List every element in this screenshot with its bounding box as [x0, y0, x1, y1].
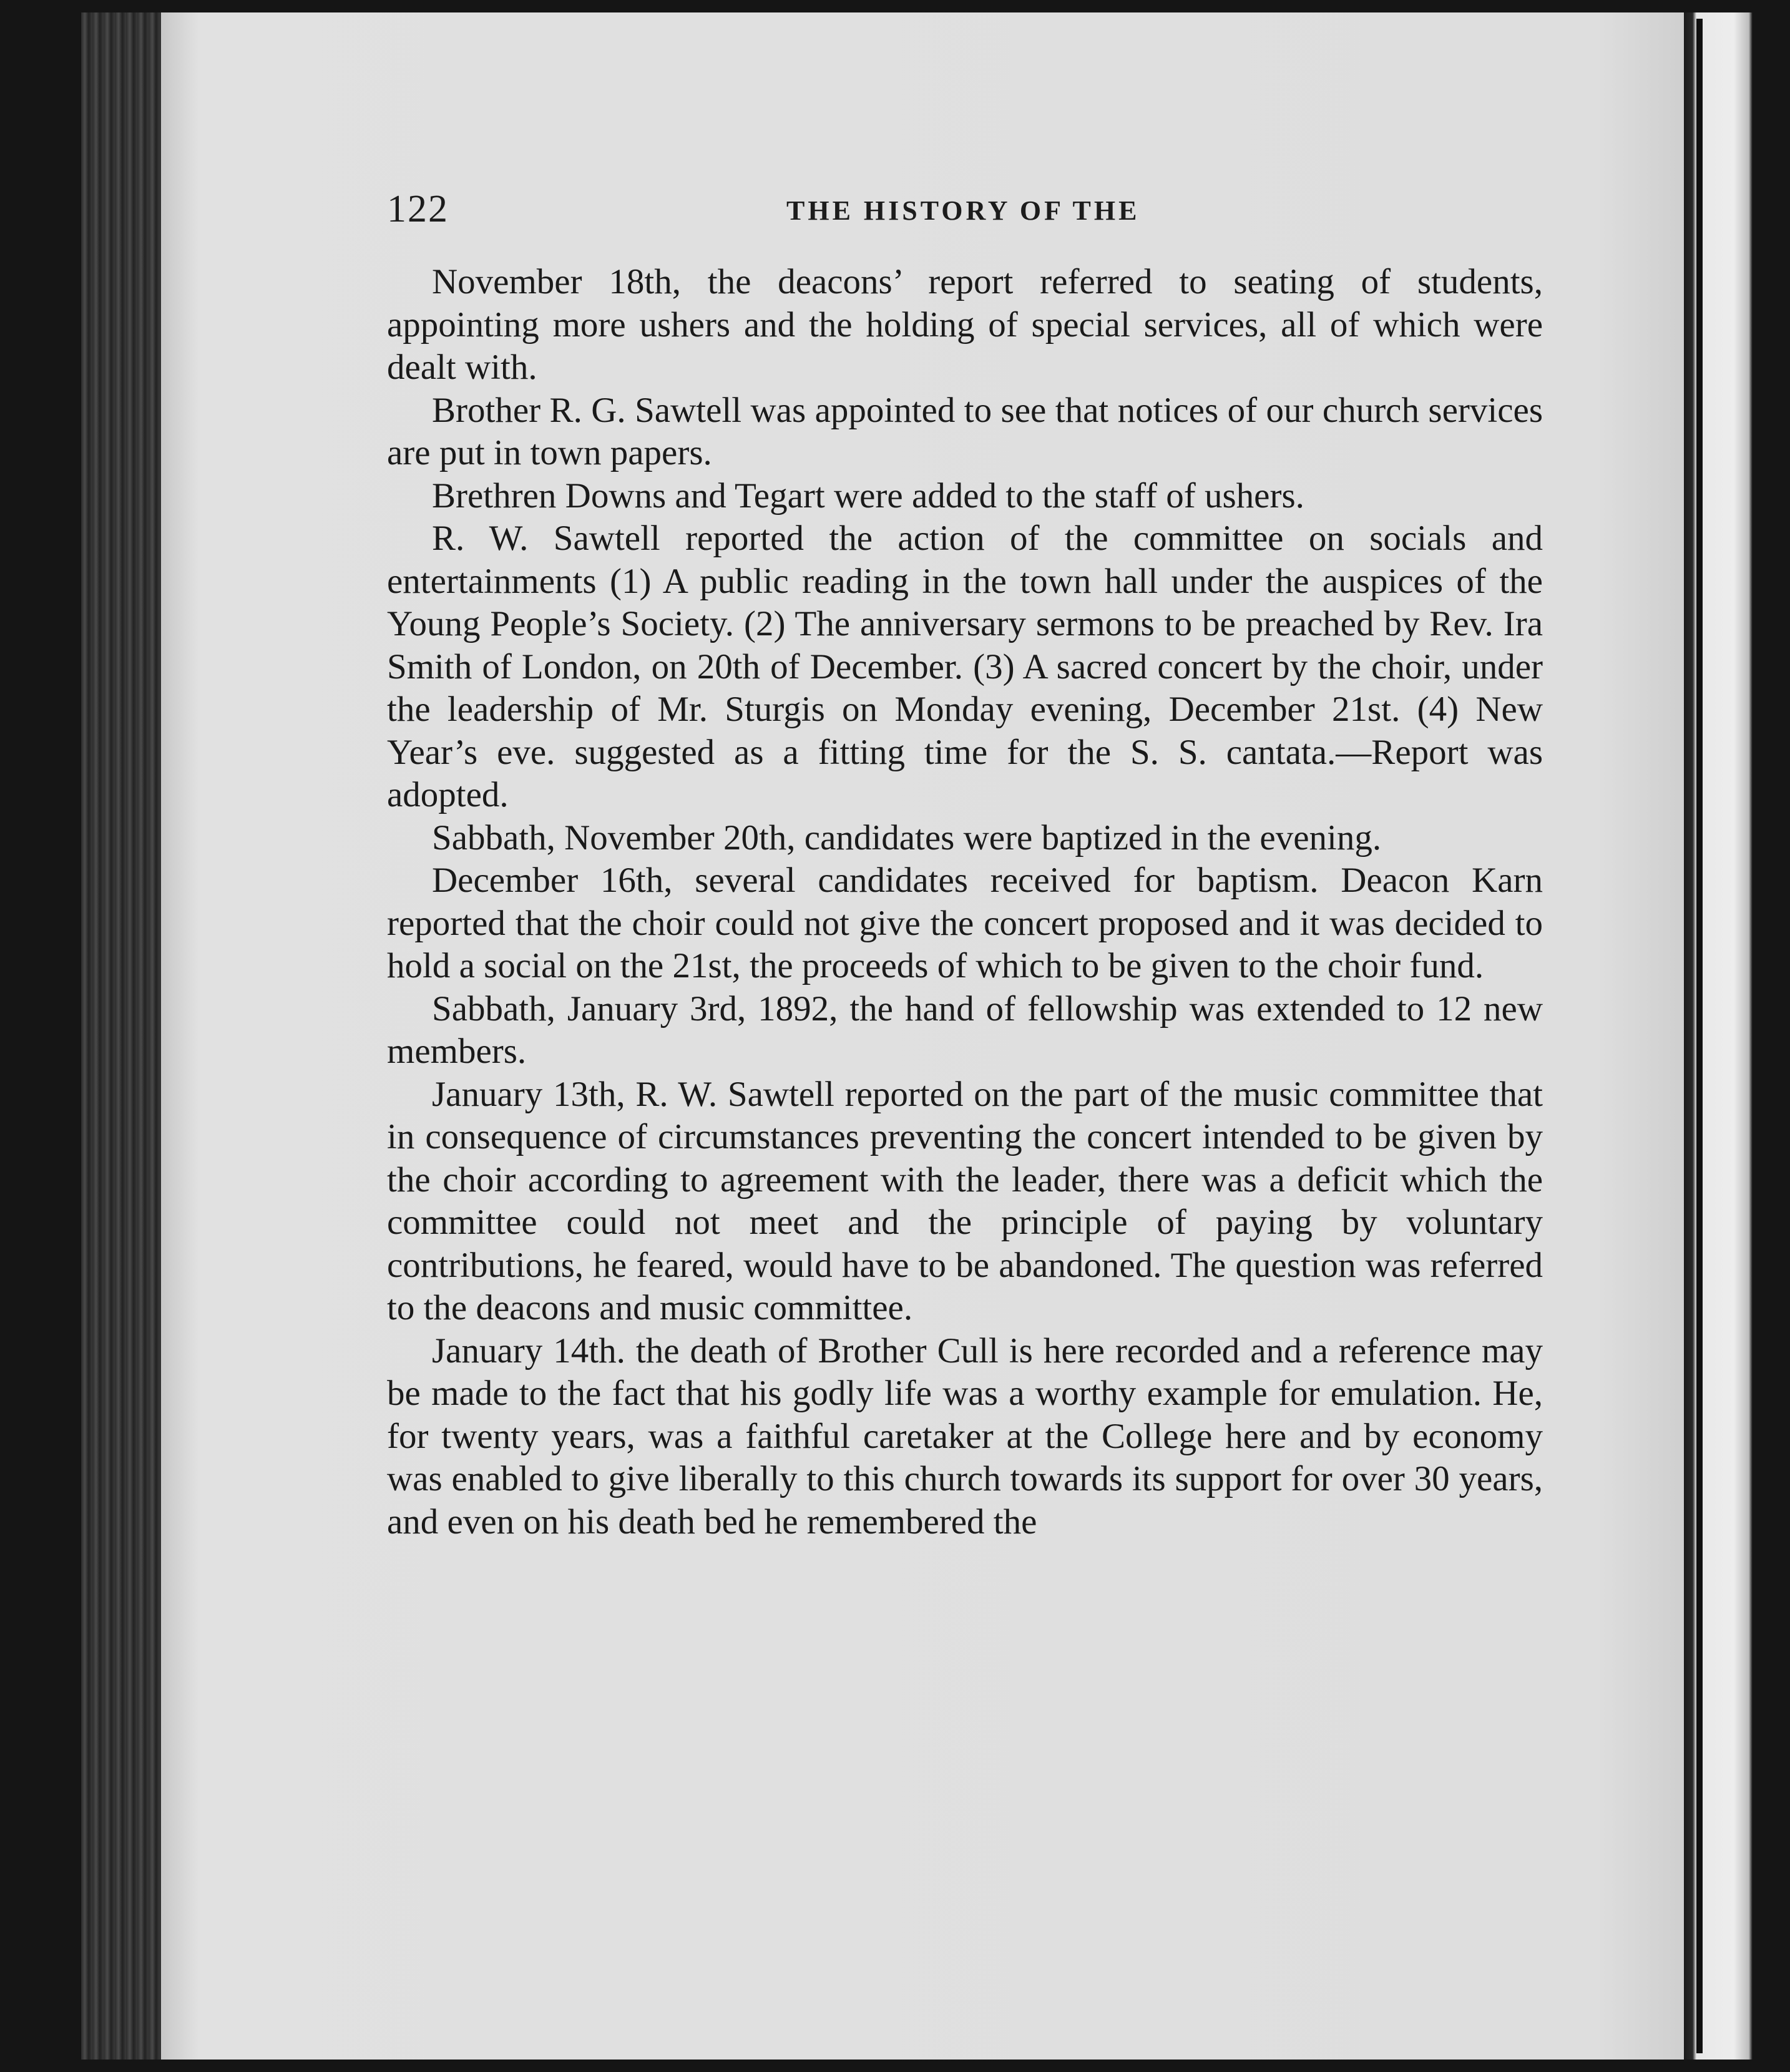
paragraph: December 16th, several candidates received for baptism. Deacon Karn reported that the choir could not give the concert proposed and it was decided to hold a social on the 21st, the proceeds of which to be given to the choir fund.	[387, 861, 1543, 985]
scan-border-line	[1696, 19, 1703, 2053]
paragraph: Brethren Downs and Tegart were added to the staff of ushers.	[432, 476, 1304, 516]
paragraph: Brother R. G. Sawtell was appointed to see that notices of our church services are put in town papers.	[387, 390, 1543, 472]
running-head	[387, 187, 1542, 237]
page-right-edge	[1684, 12, 1753, 2060]
book-binding-edge	[81, 12, 162, 2060]
paragraph: R. W. Sawtell reported the action of the committee on socials and entertainments (1) A public reading in the town hall under the auspices of the Young People’s Society. (2) The anniversary sermons to be preached by Rev. Ira Smith of London, on 20th of December. (3) A sacred concert by the choir, under the leadership of Mr. Sturgis on Monday evening, December 21st. (4) New Year’s eve. suggested as a fitting time for the S. S. cantata.—Report was adopted.	[387, 519, 1543, 814]
paragraph: January 14th. the death of Brother Cull is here recorded and a reference may be made to the fact that his godly life was a worthy example for emulation. He, for twenty years, was a faithful caretaker at the College here and by economy was enabled to give liberally to this church towards its support for over 30 years, and even on his death bed he remembered the	[387, 1331, 1543, 1542]
paragraph: Sabbath, January 3rd, 1892, the hand of fellowship was extended to 12 new members.	[387, 989, 1543, 1071]
running-head-title: THE HISTORY OF THE	[786, 195, 1140, 226]
paragraph: November 18th, the deacons’ report referred to seating of students, appointing more ushers and the holding of special services, all of which were dealt with.	[387, 262, 1543, 387]
paragraph: January 13th, R. W. Sawtell reported on the part of the music committee that in consequence of circumstances preventing the concert intended to be given by the choir according to agreement with the leader, there was a deficit which the committee could not meet and the principle of paying by voluntary contributions, he feared, would have to be abandoned. The question was referred to the deacons and music committee.	[387, 1074, 1543, 1327]
body-text	[387, 261, 1543, 1543]
paragraph: Sabbath, November 20th, candidates were baptized in the evening.	[432, 818, 1382, 858]
page-number: 122	[387, 188, 449, 230]
